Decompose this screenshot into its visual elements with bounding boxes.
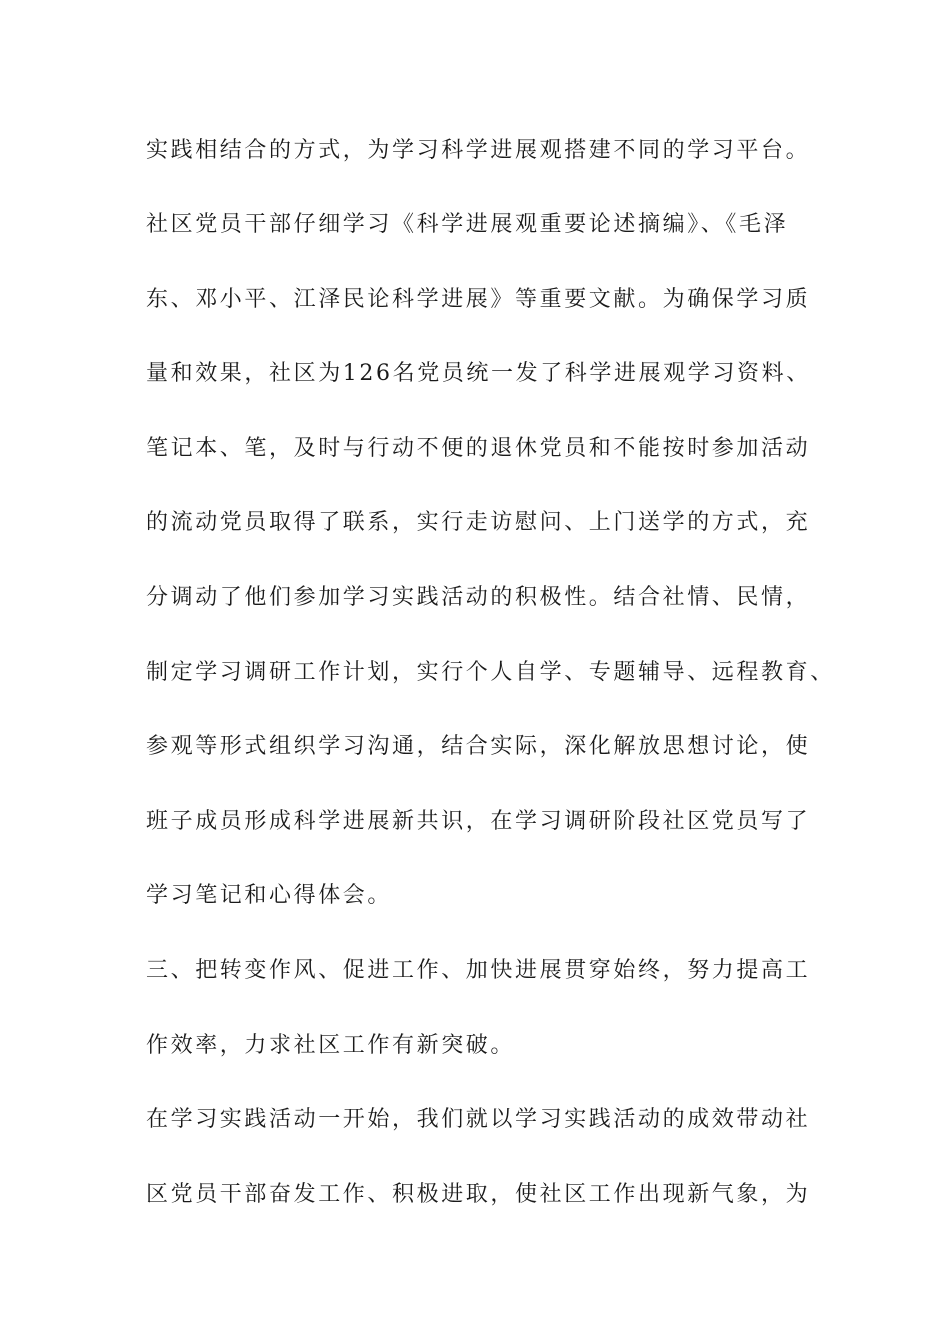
text-line: 实践相结合的方式，为学习科学进展观搭建不同的学习平台。 xyxy=(146,138,811,163)
text-line: 参观等形式组织学习沟通，结合实际，深化解放思想讨论，使 xyxy=(146,734,811,759)
text-line: 班子成员形成科学进展新共识，在学习调研阶段社区党员写了 xyxy=(146,809,811,834)
section-heading-line: 三、把转变作风、促进工作、加快进展贯穿始终，努力提高工 xyxy=(146,958,811,983)
text-line: 分调动了他们参加学习实践活动的积极性。结合社情、民情， xyxy=(146,585,811,610)
text-line: 在学习实践活动一开始，我们就以学习实践活动的成效带动社 xyxy=(146,1107,811,1132)
text-line: 社区党员干部仔细学习《科学进展观重要论述摘编》、《毛泽 xyxy=(146,212,789,237)
text-line: 学习笔记和心得体会。 xyxy=(146,883,393,908)
text-line: 东、邓小平、江泽民论科学进展》等重要文献。为确保学习质 xyxy=(146,287,811,312)
text-line: 的流动党员取得了联系，实行走访慰问、上门送学的方式，充 xyxy=(146,510,811,535)
text-line: 量和效果，社区为126名党员统一发了科学进展观学习资料、 xyxy=(146,361,811,386)
text-line: 笔记本、笔，及时与行动不便的退休党员和不能按时参加活动 xyxy=(146,436,811,461)
section-heading-line: 作效率，力求社区工作有新突破。 xyxy=(146,1033,516,1058)
text-line: 制定学习调研工作计划，实行个人自学、专题辅导、远程教育、 xyxy=(146,660,835,685)
text-line: 区党员干部奋发工作、积极进取，使社区工作出现新气象，为 xyxy=(146,1182,811,1207)
